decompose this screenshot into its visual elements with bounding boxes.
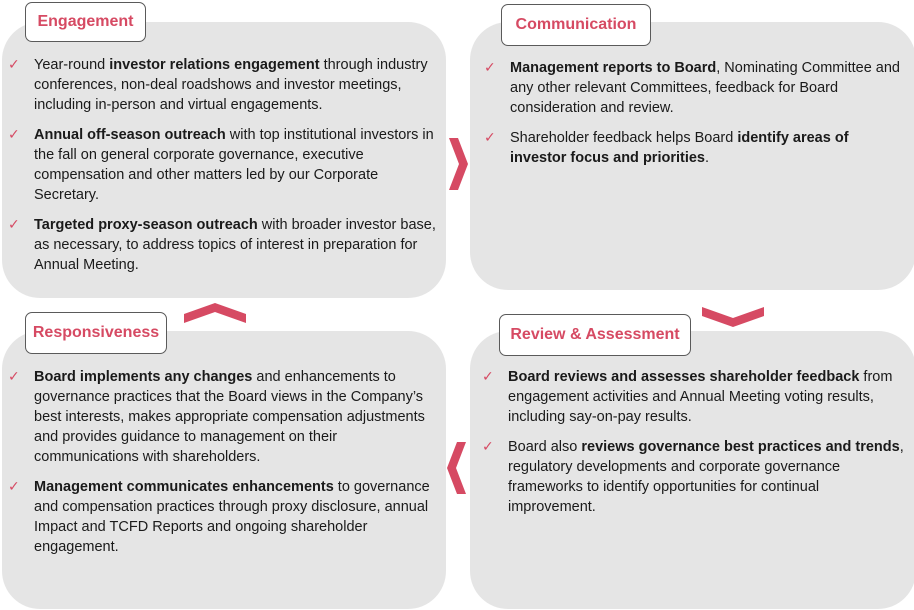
list-item — [482, 367, 906, 427]
bold-text: investor relations engagement — [109, 57, 320, 73]
responsiveness-list — [8, 367, 438, 567]
item-text: , regulatory developments and corporate governance frameworks to identify opportunities for continual improvement. — [508, 439, 904, 515]
bold-text: reviews governance best practices and trends — [581, 439, 900, 455]
check-icon: ✓ — [482, 369, 494, 385]
item-text: Board also — [508, 439, 582, 455]
chevron-up-icon — [184, 302, 246, 326]
list-item — [482, 437, 906, 517]
check-icon: ✓ — [482, 439, 494, 455]
communication-title: Communication — [501, 4, 651, 46]
item-text: Year-round — [34, 57, 110, 73]
bold-text: Board implements any changes — [34, 369, 253, 385]
item-text: Shareholder feedback helps Board — [510, 130, 738, 146]
check-icon: ✓ — [484, 60, 496, 76]
list-item — [484, 58, 904, 118]
review-assessment-list — [482, 367, 906, 527]
chevron-left-icon — [446, 442, 468, 494]
check-icon: ✓ — [8, 57, 20, 73]
chevron-right-icon — [447, 138, 469, 190]
item-text: and enhancements to governance practices that the Board views in the Company’s best interests, makes appropriate compensation adjustments and provides guidance to management on their communications with shareholders. — [34, 369, 425, 465]
list-item — [8, 55, 436, 115]
bold-text: Targeted proxy-season outreach — [34, 217, 258, 233]
engagement-title: Engagement — [25, 2, 146, 42]
responsiveness-title: Responsiveness — [25, 312, 167, 354]
list-item — [8, 215, 436, 275]
engagement-list — [8, 55, 436, 285]
check-icon: ✓ — [8, 127, 20, 143]
chevron-down-icon — [702, 304, 764, 328]
check-icon: ✓ — [8, 217, 20, 233]
review-assessment-title: Review & Assessment — [499, 314, 691, 356]
bold-text: Management reports to Board — [510, 60, 717, 76]
bold-text: Management communicates enhancements — [34, 479, 334, 495]
item-text: through industry conferences, non-deal roadshows and investor meetings, including in-person and virtual engagements. — [34, 57, 428, 113]
bold-text: Board reviews and assesses shareholder feedback — [508, 369, 860, 385]
item-text: with broader investor base, as necessary, to address topics of interest in preparation for Annual Meeting. — [34, 217, 436, 273]
check-icon: ✓ — [484, 130, 496, 146]
communication-list — [484, 58, 904, 178]
bold-text: identify areas of investor focus and priorities — [510, 130, 849, 166]
list-item — [484, 128, 904, 168]
item-text: to governance and compensation practices through proxy disclosure, annual Impact and TCFD Reports and ongoing shareholder engagement. — [34, 479, 430, 555]
bold-text: Annual off-season outreach — [34, 127, 226, 143]
check-icon: ✓ — [8, 369, 20, 385]
check-icon: ✓ — [8, 479, 20, 495]
item-text: with top institutional investors in the fall on general corporate governance, executive compensation and other matters led by our Corporate Secretary. — [34, 127, 434, 203]
list-item — [8, 125, 436, 205]
item-text: , Nominating Committee and any other relevant Committees, feedback for Board consideration and review. — [510, 60, 900, 116]
list-item — [8, 367, 438, 467]
list-item — [8, 477, 438, 557]
item-text: from engagement activities and Annual Meeting voting results, including say-on-pay results. — [508, 369, 893, 425]
item-text: . — [705, 150, 710, 166]
